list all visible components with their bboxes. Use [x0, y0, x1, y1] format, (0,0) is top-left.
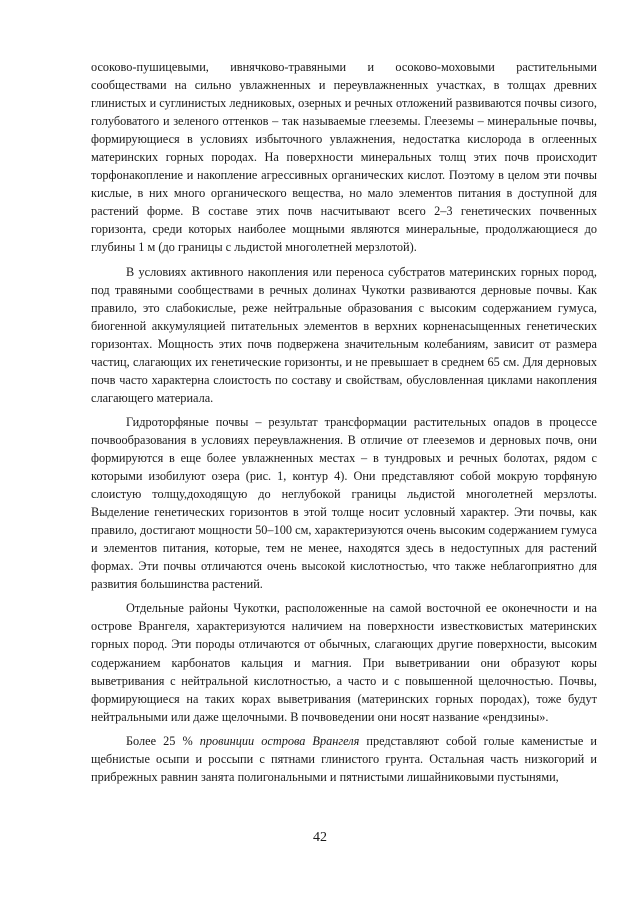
- paragraph-5-italic-term: провинции острова Врангеля: [199, 733, 360, 748]
- paragraph-4: [91, 599, 597, 725]
- paragraph-3: [91, 413, 597, 593]
- paragraph-3-text: Гидроторфяные почвы – результат трансформации растительных опадов в процессе почвообразования в условиях переувлажнения. В отличие от глееземов и дерновых почв, они формируются в еще более увлажненных местах – в тундровых и речных болотах, рядом с которыми изобилуют озера (рис. 1, контур 4). Они представляют собой мокрую торфяную слоистую толщу,доходящую до неглубокой границы льдистой многолетней мерзлоты. Выделение генетических горизонтов в этой толще носит условный характер. Эти почвы, как правило, достигают мощности 50–100 см, характеризуются очень высоким содержанием гумуса и элементов питания, которые, тем не менее, находятся здесь в недоступных для растений формах. Эти почвы отличаются очень высокой кислотностью, что также неблагоприятно для развития большинства растений.: [91, 414, 597, 592]
- page-body: [91, 58, 597, 786]
- paragraph-5: [91, 732, 597, 786]
- paragraph-4-text: Отдельные районы Чукотки, расположенные на самой восточной ее оконечности и на острове Врангеля, характеризуются наличием на поверхности известковистых материнских горных пород. Эти породы отличаются от обычных, слагающих другие поверхности, высоким содержанием карбонатов кальция и магния. При выветривании они образуют коры выветривания с нейтральной кислотностью, а часто и с повышенной щелочностью. Почвы, формирующиеся на таких корах выветривания (материнских горных породах), тоже будут нейтральными или даже щелочными. В почвоведении они носят название «рендзины».: [91, 601, 597, 724]
- paragraph-1-text: осоково-пушицевыми, ивнячково-травяными и осоково-моховыми растительными сообществами на сильно увлажненных и переувлажненных участках, в толщах древних глинистых и суглинистых ледниковых, озерных и речных отложений развиваются почвы сизого, голубоватого и зеленого оттенков – так называемые глееземы. Глееземы – минеральные почвы, формирующиеся в условиях избыточного увлажнения, недостатка кислорода в оглеенных материнских горных породах. На поверхности минеральных толщ этих почв происходит торфонакопление и накопление агрессивных органических кислот. Поэтому в целом эти почвы кислые, в них много органического вещества, но мало элементов питания в доступной для растений форме. В составе этих почв насчитывают всего 2–3 генетических почвенных горизонта, среди которых наиболее мощными являются минеральные, продолжающиеся до глубины 1 м (до границы с льдистой многолетней мерзлотой).: [91, 60, 597, 255]
- paragraph-1: [91, 58, 597, 257]
- paragraph-2: [91, 263, 597, 407]
- paragraph-2-text: В условиях активного накопления или переноса субстратов материнских горных пород, под травяными сообществами в речных долинах Чукотки развиваются дерновые почвы. Как правило, это слабокислые, реже нейтральные образования с высоким содержанием гумуса, биогенной аккумуляцией питательных элементов в верхних корненасыщенных генетических горизонтах. Мощность этих почв подвержена значительным колебаниям, зависит от размера частиц, слагающих их генетические горизонты, и не превышает в среднем 65 см. Для дерновых почв часто характерна слоистость по составу и свойствам, обусловленная циклами накопления слагающего материала.: [91, 264, 597, 405]
- paragraph-5-text-start: Более 25 %: [126, 733, 200, 748]
- paragraph-5-text-end: представляют собой голые каменистые и щебнистые осыпи и россыпи с пятнами глинистого грунта. Остальная часть низкогорий и прибрежных равнин занята полигональными и пятнистыми лишайниковыми пустынями,: [91, 733, 597, 784]
- page-number: 42: [313, 830, 327, 845]
